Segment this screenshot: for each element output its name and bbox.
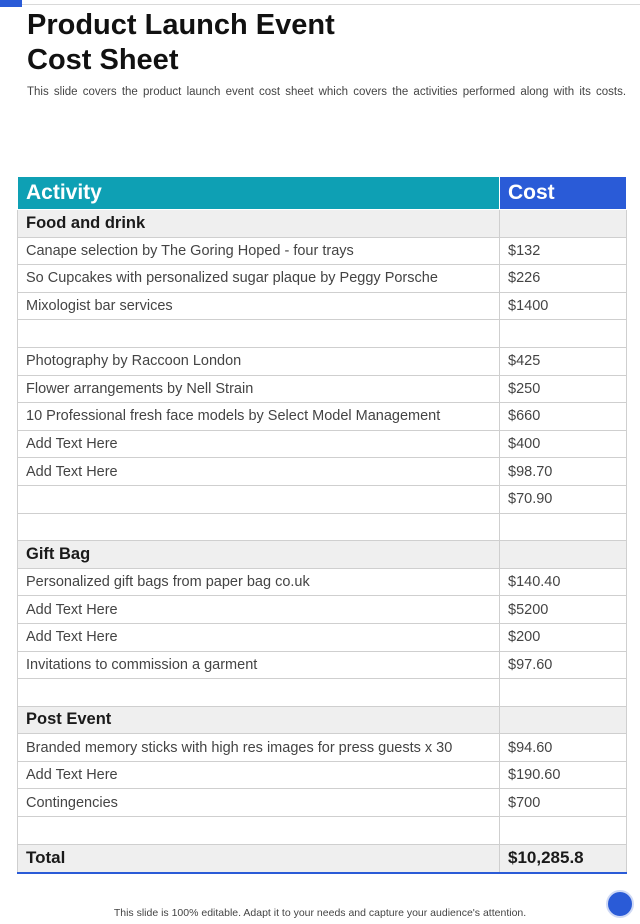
page-title: [27, 8, 447, 78]
table-row: [18, 734, 627, 762]
cost-cell: $200: [500, 623, 627, 651]
table-header-row: [18, 177, 627, 210]
cost-cell: $250: [500, 375, 627, 403]
cost-cell: $1400: [500, 292, 627, 320]
table-row: [18, 485, 627, 513]
cost-cell: $132: [500, 237, 627, 265]
activity-cell: Invitations to commission a garment: [18, 651, 500, 679]
cost-cell: $190.60: [500, 761, 627, 789]
cost-cell: $70.90: [500, 485, 627, 513]
table-row: [18, 292, 627, 320]
footer-note: This slide is 100% editable. Adapt it to your needs and capture your audience's attention.: [113, 907, 527, 919]
activity-cell: Add Text Here: [18, 596, 500, 624]
spacer-row: [18, 513, 627, 541]
cost-cell: $140.40: [500, 568, 627, 596]
spacer-row: [18, 679, 627, 707]
top-divider: [22, 4, 640, 5]
section-label: Post Event: [18, 706, 500, 734]
activity-cell: [18, 485, 500, 513]
spacer-row: [18, 320, 627, 348]
activity-cell: Canape selection by The Goring Hoped - four trays: [18, 237, 500, 265]
cost-cell: $400: [500, 430, 627, 458]
corner-accent: [0, 0, 22, 7]
cost-cell: $97.60: [500, 651, 627, 679]
table-row: [18, 375, 627, 403]
cost-cell: [500, 320, 627, 348]
cost-cell: $5200: [500, 596, 627, 624]
header-cost: Cost: [500, 177, 627, 210]
activity-cell: [18, 679, 500, 707]
table-row: [18, 265, 627, 293]
cost-cell: $98.70: [500, 458, 627, 486]
table-row: [18, 596, 627, 624]
cost-cell: [500, 210, 627, 238]
table-body: [18, 210, 627, 845]
header-activity: Activity: [18, 177, 500, 210]
cost-cell: $226: [500, 265, 627, 293]
table-row: [18, 651, 627, 679]
activity-cell: So Cupcakes with personalized sugar plaque by Peggy Porsche: [18, 265, 500, 293]
activity-cell: Add Text Here: [18, 458, 500, 486]
section-row: [18, 706, 627, 734]
activity-cell: Mixologist bar services: [18, 292, 500, 320]
section-row: [18, 541, 627, 569]
activity-cell: Personalized gift bags from paper bag co.uk: [18, 568, 500, 596]
cost-table: [17, 176, 627, 874]
total-row: [18, 844, 627, 873]
cost-cell: [500, 817, 627, 845]
section-row: [18, 210, 627, 238]
table-row: [18, 237, 627, 265]
cost-cell: [500, 513, 627, 541]
title-line-2: Cost Sheet: [27, 44, 179, 76]
table-row: [18, 761, 627, 789]
section-label: Food and drink: [18, 210, 500, 238]
activity-cell: [18, 320, 500, 348]
section-label: Gift Bag: [18, 541, 500, 569]
page-subtitle: This slide covers the product launch event cost sheet which covers the activities performed along with its costs.: [27, 86, 627, 98]
activity-cell: Add Text Here: [18, 761, 500, 789]
table-row: [18, 430, 627, 458]
table-row: [18, 568, 627, 596]
total-value: $10,285.8: [500, 844, 627, 873]
activity-cell: 10 Professional fresh face models by Select Model Management: [18, 403, 500, 431]
table-row: [18, 623, 627, 651]
cost-cell: [500, 679, 627, 707]
table-row: [18, 458, 627, 486]
activity-cell: Contingencies: [18, 789, 500, 817]
activity-cell: Add Text Here: [18, 623, 500, 651]
activity-cell: Flower arrangements by Nell Strain: [18, 375, 500, 403]
table-row: [18, 347, 627, 375]
activity-cell: Add Text Here: [18, 430, 500, 458]
cost-cell: [500, 541, 627, 569]
activity-cell: [18, 513, 500, 541]
cost-cell: $94.60: [500, 734, 627, 762]
spacer-row: [18, 817, 627, 845]
activity-cell: [18, 817, 500, 845]
cost-cell: $660: [500, 403, 627, 431]
activity-cell: Branded memory sticks with high res images for press guests x 30: [18, 734, 500, 762]
title-line-1: Product Launch Event: [27, 9, 335, 41]
table-row: [18, 403, 627, 431]
cost-cell: $700: [500, 789, 627, 817]
table-row: [18, 789, 627, 817]
activity-cell: Photography by Raccoon London: [18, 347, 500, 375]
slide-indicator-dot: [606, 890, 634, 918]
total-label: Total: [18, 844, 500, 873]
cost-cell: $425: [500, 347, 627, 375]
cost-cell: [500, 706, 627, 734]
